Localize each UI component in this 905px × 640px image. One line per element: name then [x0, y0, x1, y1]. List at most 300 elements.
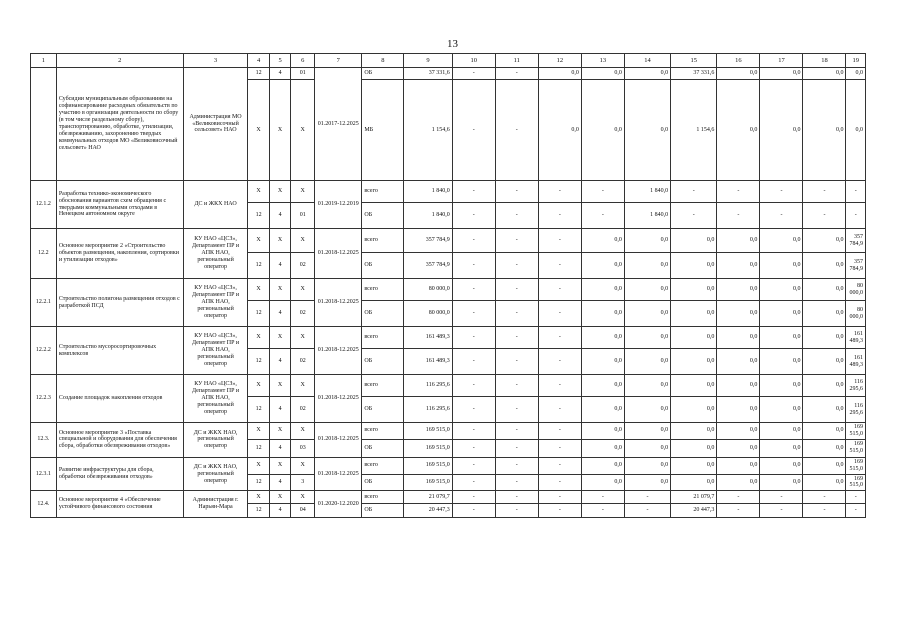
value-cell: 0,0	[717, 349, 760, 375]
code-cell: 4	[269, 68, 291, 80]
header-cell: 1	[31, 54, 57, 68]
period-cell: 01.2017-12.2025	[315, 68, 362, 181]
value-cell: 0,0	[717, 423, 760, 440]
code-cell: Х	[291, 457, 315, 474]
header-cell: 7	[315, 54, 362, 68]
activity-name-cell: Разработка технико-экономического обоснования вариантов схем обращения с твердыми коммунальными отходами в Ненецком автономном округе	[56, 181, 183, 229]
value-cell: 357 784,9	[404, 229, 452, 253]
value-cell: -	[760, 181, 803, 203]
activity-name-cell: Основное мероприятие 4 «Обеспечение устойчивого финансового состояния	[56, 491, 183, 518]
funding-source-cell: всего	[362, 423, 404, 440]
value-cell: -	[495, 279, 538, 301]
activity-name-cell: Основное мероприятие 3 «Поставка специальной и оборудования для обеспечения сбора, обработки обезвреживания отходов»	[56, 423, 183, 458]
value-cell: -	[495, 301, 538, 327]
value-cell: 0,0	[760, 253, 803, 279]
value-cell: 161 489,3	[404, 327, 452, 349]
value-cell: -	[538, 327, 581, 349]
value-cell: -	[495, 397, 538, 423]
period-cell: 01.2018-12.2025	[315, 327, 362, 375]
activity-name-cell: Субсидии муниципальным образованиям на софинансирование расходных обязательств по участию в организации деятельности по сбору (в том числе раздельному сбору), транспортированию, обработке, утилизации, обезвреживанию, захоронению твердых коммунальных отходов МО «Великовисочный сельсовет» НАО	[56, 68, 183, 181]
value-cell: 1 840,0	[404, 181, 452, 203]
value-cell: 0,0	[671, 349, 717, 375]
code-cell: Х	[269, 229, 291, 253]
code-cell: 02	[291, 349, 315, 375]
code-cell: Х	[248, 229, 270, 253]
value-cell: 0,0	[581, 279, 624, 301]
funding-source-cell: всего	[362, 327, 404, 349]
value-cell: -	[452, 504, 495, 518]
period-cell: 01.2020-12.2020	[315, 491, 362, 518]
value-cell: -	[538, 181, 581, 203]
code-cell: 3	[291, 474, 315, 491]
code-cell: 03	[291, 439, 315, 457]
value-cell: -	[760, 504, 803, 518]
code-cell: 4	[269, 301, 291, 327]
header-row	[31, 54, 866, 68]
code-cell: 02	[291, 253, 315, 279]
value-cell: 0,0	[803, 229, 846, 253]
code-cell: Х	[291, 327, 315, 349]
value-cell: -	[452, 457, 495, 474]
value-cell: -	[538, 423, 581, 440]
value-cell: 80 000,0	[404, 279, 452, 301]
value-cell: 37 331,6	[404, 68, 452, 80]
funding-source-cell: всего	[362, 181, 404, 203]
value-cell: 0,0	[760, 397, 803, 423]
value-cell: -	[495, 253, 538, 279]
value-cell: 0,0	[717, 229, 760, 253]
value-cell: 0,0	[760, 375, 803, 397]
value-cell: 0,0	[624, 397, 670, 423]
value-cell: -	[717, 491, 760, 504]
value-cell: 169 515,0	[404, 457, 452, 474]
value-cell: 0,0	[624, 80, 670, 181]
value-cell: 0,0	[803, 375, 846, 397]
table-row	[31, 279, 866, 301]
funding-source-cell: ОБ	[362, 504, 404, 518]
value-cell: 0,0	[624, 439, 670, 457]
value-cell: -	[538, 349, 581, 375]
value-cell: 0,0	[671, 439, 717, 457]
period-cell: 01.2018-12.2025	[315, 457, 362, 491]
value-cell: 0,0	[803, 423, 846, 440]
executor-cell: КУ НАО «ЦСЗ», Департамент ПР и АПК НАО, региональный оператор	[183, 279, 248, 327]
activity-name-cell: Основное мероприятие 2 «Строительство объектов размещения, накопления, сортировки и утилизации отходов»	[56, 229, 183, 279]
value-cell: 0,0	[538, 68, 581, 80]
executor-cell: КУ НАО «ЦСЗ», Департамент ПР и АПК НАО, региональный оператор	[183, 229, 248, 279]
header-cell: 4	[248, 54, 270, 68]
value-cell: -	[452, 301, 495, 327]
value-cell: 0,0	[581, 68, 624, 80]
code-cell: 12	[248, 397, 270, 423]
code-cell: 4	[269, 253, 291, 279]
funding-source-cell: всего	[362, 375, 404, 397]
value-cell: 0,0	[760, 349, 803, 375]
code-cell: Х	[269, 423, 291, 440]
code-cell: Х	[291, 375, 315, 397]
table-row	[31, 181, 866, 203]
code-cell: Х	[269, 80, 291, 181]
value-cell: 0,0	[671, 375, 717, 397]
value-cell: -	[846, 504, 866, 518]
value-cell: 0,0	[717, 80, 760, 181]
value-cell: -	[803, 491, 846, 504]
executor-cell: КУ НАО «ЦСЗ», Департамент ПР и АПК НАО, региональный оператор	[183, 327, 248, 375]
value-cell: -	[803, 504, 846, 518]
value-cell: 0,0	[624, 349, 670, 375]
value-cell: 0,0	[624, 474, 670, 491]
period-cell: 01.2018-12.2025	[315, 229, 362, 279]
value-cell: 357 784,9	[404, 253, 452, 279]
value-cell: 1 154,6	[404, 80, 452, 181]
value-cell: -	[581, 504, 624, 518]
value-cell: -	[538, 253, 581, 279]
executor-cell: ДС и ЖКХ НАО	[183, 181, 248, 229]
value-cell: 0,0	[717, 253, 760, 279]
value-cell: -	[452, 68, 495, 80]
header-cell: 3	[183, 54, 248, 68]
code-cell: Х	[269, 327, 291, 349]
value-cell: 0,0	[760, 301, 803, 327]
value-cell: 0,0	[581, 349, 624, 375]
value-cell: -	[495, 457, 538, 474]
value-cell: -	[846, 491, 866, 504]
value-cell: 0,0	[760, 80, 803, 181]
value-cell: 169 515,0	[404, 423, 452, 440]
value-cell: 0,0	[803, 474, 846, 491]
value-cell: -	[452, 253, 495, 279]
value-cell: 0,0	[717, 439, 760, 457]
value-cell: -	[581, 181, 624, 203]
row-number-cell: 12.2.3	[31, 375, 57, 423]
row-number-cell: 12.3.	[31, 423, 57, 458]
header-cell: 8	[362, 54, 404, 68]
value-cell: -	[495, 423, 538, 440]
code-cell: 12	[248, 439, 270, 457]
value-cell: -	[495, 375, 538, 397]
header-cell: 2	[56, 54, 183, 68]
header-cell: 6	[291, 54, 315, 68]
funding-source-cell: всего	[362, 229, 404, 253]
value-cell: 0,0	[624, 423, 670, 440]
table-row	[31, 229, 866, 253]
value-cell: -	[538, 491, 581, 504]
value-cell: 80 000,0	[846, 279, 866, 301]
code-cell: Х	[291, 181, 315, 203]
code-cell: Х	[248, 457, 270, 474]
value-cell: -	[538, 504, 581, 518]
value-cell: 0,0	[581, 474, 624, 491]
value-cell: -	[624, 491, 670, 504]
code-cell: Х	[269, 375, 291, 397]
code-cell: Х	[291, 229, 315, 253]
value-cell: -	[760, 203, 803, 229]
value-cell: 0,0	[846, 68, 866, 80]
row-number-cell: 12.1.2	[31, 181, 57, 229]
value-cell: -	[452, 279, 495, 301]
value-cell: 0,0	[717, 68, 760, 80]
table-row	[31, 491, 866, 504]
row-number-cell: 12.2	[31, 229, 57, 279]
value-cell: 0,0	[624, 375, 670, 397]
header-cell: 5	[269, 54, 291, 68]
executor-cell: Администрация МО «Великовисочный сельсовет» НАО	[183, 68, 248, 181]
value-cell: 20 447,3	[404, 504, 452, 518]
funding-source-cell: всего	[362, 457, 404, 474]
code-cell: 4	[269, 397, 291, 423]
funding-source-cell: ОБ	[362, 474, 404, 491]
value-cell: -	[671, 181, 717, 203]
value-cell: -	[717, 203, 760, 229]
value-cell: 0,0	[717, 457, 760, 474]
code-cell: Х	[269, 457, 291, 474]
value-cell: 161 489,3	[404, 349, 452, 375]
funding-source-cell: ОБ	[362, 439, 404, 457]
value-cell: 0,0	[538, 80, 581, 181]
value-cell: 0,0	[760, 439, 803, 457]
activity-name-cell: Строительство полигона размещения отходов с разработкой ПСД	[56, 279, 183, 327]
code-cell: 4	[269, 439, 291, 457]
value-cell: -	[495, 80, 538, 181]
value-cell: 161 489,3	[846, 349, 866, 375]
executor-cell: КУ НАО «ЦСЗ», Департамент ПР и АПК НАО, региональный оператор	[183, 375, 248, 423]
value-cell: 0,0	[581, 397, 624, 423]
value-cell: 0,0	[803, 80, 846, 181]
value-cell: -	[803, 181, 846, 203]
value-cell: 1 154,6	[671, 80, 717, 181]
header-cell: 19	[846, 54, 866, 68]
code-cell: Х	[248, 375, 270, 397]
value-cell: -	[495, 181, 538, 203]
value-cell: 0,0	[581, 375, 624, 397]
code-cell: 04	[291, 504, 315, 518]
header-cell: 15	[671, 54, 717, 68]
code-cell: Х	[248, 181, 270, 203]
code-cell: 12	[248, 253, 270, 279]
value-cell: -	[538, 375, 581, 397]
value-cell: 0,0	[581, 301, 624, 327]
value-cell: -	[452, 80, 495, 181]
value-cell: -	[495, 229, 538, 253]
value-cell: -	[495, 203, 538, 229]
value-cell: 0,0	[671, 279, 717, 301]
period-cell: 01.2019-12.2019	[315, 181, 362, 229]
program-table	[30, 53, 866, 518]
value-cell: 0,0	[581, 253, 624, 279]
value-cell: 80 000,0	[404, 301, 452, 327]
value-cell: -	[538, 457, 581, 474]
code-cell: Х	[291, 279, 315, 301]
value-cell: 0,0	[624, 68, 670, 80]
value-cell: 0,0	[671, 253, 717, 279]
value-cell: -	[452, 423, 495, 440]
value-cell: 116 295,6	[404, 375, 452, 397]
code-cell: Х	[248, 491, 270, 504]
value-cell: -	[495, 474, 538, 491]
value-cell: 0,0	[624, 327, 670, 349]
table-row	[31, 327, 866, 349]
value-cell: -	[452, 397, 495, 423]
header-cell: 14	[624, 54, 670, 68]
value-cell: -	[495, 327, 538, 349]
code-cell: Х	[248, 423, 270, 440]
value-cell: 80 000,0	[846, 301, 866, 327]
code-cell: 4	[269, 203, 291, 229]
funding-source-cell: ОБ	[362, 397, 404, 423]
code-cell: 4	[269, 349, 291, 375]
funding-source-cell: ОБ	[362, 253, 404, 279]
value-cell: 169 515,0	[846, 439, 866, 457]
code-cell: 01	[291, 203, 315, 229]
value-cell: -	[538, 229, 581, 253]
value-cell: 0,0	[760, 327, 803, 349]
value-cell: 0,0	[803, 457, 846, 474]
funding-source-cell: ОБ	[362, 68, 404, 80]
header-cell: 11	[495, 54, 538, 68]
value-cell: 0,0	[717, 301, 760, 327]
funding-source-cell: всего	[362, 279, 404, 301]
value-cell: -	[452, 349, 495, 375]
value-cell: 21 079,7	[671, 491, 717, 504]
code-cell: Х	[291, 80, 315, 181]
value-cell: 0,0	[803, 279, 846, 301]
value-cell: 357 784,9	[846, 229, 866, 253]
value-cell: 0,0	[624, 279, 670, 301]
code-cell: Х	[269, 279, 291, 301]
code-cell: 12	[248, 68, 270, 80]
value-cell: 0,0	[717, 279, 760, 301]
value-cell: 0,0	[760, 423, 803, 440]
value-cell: -	[581, 491, 624, 504]
executor-cell: ДС и ЖКХ НАО, региональный оператор	[183, 423, 248, 458]
funding-source-cell: всего	[362, 491, 404, 504]
value-cell: 116 295,6	[846, 397, 866, 423]
value-cell: -	[538, 203, 581, 229]
value-cell: 0,0	[671, 229, 717, 253]
value-cell: 0,0	[624, 253, 670, 279]
code-cell: Х	[291, 423, 315, 440]
value-cell: 0,0	[581, 229, 624, 253]
value-cell: -	[495, 504, 538, 518]
value-cell: -	[624, 504, 670, 518]
table-row	[31, 423, 866, 440]
value-cell: 169 515,0	[404, 439, 452, 457]
value-cell: 0,0	[581, 457, 624, 474]
value-cell: 0,0	[803, 327, 846, 349]
value-cell: 0,0	[581, 423, 624, 440]
value-cell: 20 447,3	[671, 504, 717, 518]
value-cell: -	[495, 439, 538, 457]
header-cell: 16	[717, 54, 760, 68]
value-cell: -	[717, 504, 760, 518]
executor-cell: ДС и ЖКХ НАО, региональный оператор	[183, 457, 248, 491]
value-cell: 0,0	[671, 301, 717, 327]
table-row	[31, 375, 866, 397]
code-cell: Х	[269, 491, 291, 504]
page-number: 13	[447, 38, 458, 50]
value-cell: 0,0	[803, 349, 846, 375]
value-cell: -	[538, 301, 581, 327]
value-cell: -	[495, 491, 538, 504]
value-cell: -	[495, 349, 538, 375]
executor-cell: Администрация г. Нарьян-Мара	[183, 491, 248, 518]
value-cell: 0,0	[760, 68, 803, 80]
code-cell: Х	[269, 181, 291, 203]
value-cell: 169 515,0	[846, 457, 866, 474]
value-cell: -	[452, 229, 495, 253]
code-cell: 4	[269, 504, 291, 518]
header-cell: 12	[538, 54, 581, 68]
value-cell: -	[452, 327, 495, 349]
header-cell: 10	[452, 54, 495, 68]
value-cell: 0,0	[624, 457, 670, 474]
value-cell: -	[452, 491, 495, 504]
header-cell: 18	[803, 54, 846, 68]
value-cell: 0,0	[671, 327, 717, 349]
value-cell: 0,0	[717, 327, 760, 349]
value-cell: -	[671, 203, 717, 229]
activity-name-cell: Развитие инфраструктуры для сбора, обработки обезвреживания отходов»	[56, 457, 183, 491]
code-cell: 12	[248, 349, 270, 375]
value-cell: -	[452, 203, 495, 229]
value-cell: 1 840,0	[624, 203, 670, 229]
value-cell: 0,0	[803, 397, 846, 423]
value-cell: -	[846, 181, 866, 203]
funding-source-cell: ОБ	[362, 349, 404, 375]
value-cell: 0,0	[671, 423, 717, 440]
row-number-cell	[31, 68, 57, 181]
value-cell: -	[452, 474, 495, 491]
value-cell: 169 515,0	[846, 423, 866, 440]
value-cell: 0,0	[717, 474, 760, 491]
code-cell: 4	[269, 474, 291, 491]
value-cell: -	[538, 397, 581, 423]
value-cell: -	[452, 375, 495, 397]
header-cell: 9	[404, 54, 452, 68]
code-cell: Х	[248, 80, 270, 181]
row-number-cell: 12.2.1	[31, 279, 57, 327]
value-cell: 169 515,0	[404, 474, 452, 491]
funding-source-cell: ОБ	[362, 301, 404, 327]
value-cell: 161 489,3	[846, 327, 866, 349]
value-cell: -	[717, 181, 760, 203]
value-cell: 0,0	[671, 457, 717, 474]
value-cell: 0,0	[760, 457, 803, 474]
value-cell: 0,0	[717, 397, 760, 423]
funding-source-cell: МБ	[362, 80, 404, 181]
value-cell: 0,0	[581, 439, 624, 457]
value-cell: 0,0	[803, 68, 846, 80]
value-cell: 0,0	[760, 229, 803, 253]
activity-name-cell: Создание площадок накопления отходов	[56, 375, 183, 423]
code-cell: Х	[248, 279, 270, 301]
value-cell: 0,0	[803, 301, 846, 327]
funding-source-cell: ОБ	[362, 203, 404, 229]
value-cell: -	[760, 491, 803, 504]
code-cell: 01	[291, 68, 315, 80]
code-cell: Х	[291, 491, 315, 504]
value-cell: 37 331,6	[671, 68, 717, 80]
period-cell: 01.2018-12.2025	[315, 423, 362, 458]
value-cell: -	[538, 474, 581, 491]
code-cell: Х	[248, 327, 270, 349]
value-cell: -	[538, 279, 581, 301]
value-cell: -	[846, 203, 866, 229]
row-number-cell: 12.4.	[31, 491, 57, 518]
value-cell: -	[803, 203, 846, 229]
value-cell: 1 840,0	[404, 203, 452, 229]
period-cell: 01.2018-12.2025	[315, 375, 362, 423]
